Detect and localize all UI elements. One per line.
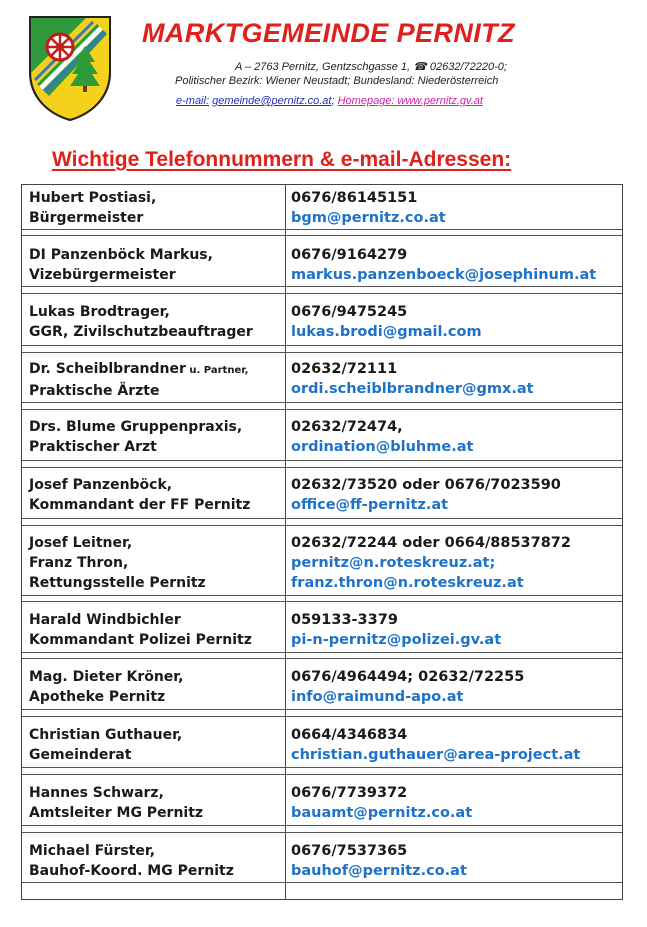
row-separator [22, 518, 622, 519]
contacts-table [21, 184, 623, 900]
contact-role: Franz Thron, [29, 555, 129, 571]
email-link[interactable]: markus.panzenboeck@josephinum.at [291, 267, 597, 283]
contact-name: Drs. Blume Gruppenpraxis, [29, 419, 243, 435]
municipality-title: MARKTGEMEINDE PERNITZ [142, 18, 515, 48]
row-separator [22, 286, 622, 287]
contact-name-cell [29, 667, 281, 707]
row-separator [22, 716, 622, 717]
phone-number: 0676/86145151 [291, 190, 418, 206]
row-separator [22, 235, 622, 236]
address-line: A – 2763 Pernitz, Gentzschgasse 1, ☎ 02632/72220-0; [235, 61, 507, 73]
contact-name: Harald Windbichler [29, 612, 181, 628]
contact-details-cell [291, 302, 621, 342]
contact-name-cell [29, 302, 281, 342]
contact-role: Gemeinderat [29, 747, 132, 763]
contact-name: Hannes Schwarz, [29, 785, 164, 801]
contact-role: Rettungsstelle Pernitz [29, 575, 206, 591]
contact-name-cell [29, 783, 281, 823]
contact-name-cell [29, 245, 281, 285]
contact-details-cell [291, 245, 621, 285]
row-separator [22, 460, 622, 461]
row-separator [22, 293, 622, 294]
contact-name: Dr. Scheiblbrandner u. Partner, [29, 361, 249, 377]
email-link[interactable]: pernitz@n.roteskreuz.at; [291, 555, 496, 571]
contact-name: Lukas Brodtrager, [29, 304, 170, 320]
phone-number: 0676/9475245 [291, 304, 408, 320]
contact-name-cell [29, 188, 281, 228]
contact-details-cell [291, 725, 621, 765]
district-line: Politischer Bezirk: Wiener Neustadt; Bundesland: Niederösterreich [175, 75, 499, 87]
phone-number: 0676/4964494; 02632/72255 [291, 669, 525, 685]
email-link[interactable]: bauamt@pernitz.co.at [291, 805, 473, 821]
row-separator [22, 658, 622, 659]
contact-name: Josef Leitner, [29, 535, 133, 551]
header-contact-line [176, 95, 483, 107]
phone-number: 0676/7739372 [291, 785, 408, 801]
row-separator [22, 229, 622, 230]
email-label: e-mail: [176, 95, 210, 107]
contact-details-cell [291, 533, 621, 593]
separator: ; [331, 95, 335, 107]
contact-role: GGR, Zivilschutzbeauftrager [29, 324, 253, 340]
row-separator [22, 767, 622, 768]
contact-name: Mag. Dieter Kröner, [29, 669, 184, 685]
contact-name-cell [29, 533, 281, 593]
phone-number: 02632/72474, [291, 419, 403, 435]
email-link[interactable]: pi-n-pernitz@polizei.gv.at [291, 632, 502, 648]
contact-role: Vizebürgermeister [29, 267, 176, 283]
contact-name-cell [29, 359, 281, 401]
contact-name: DI Panzenböck Markus, [29, 247, 213, 263]
coat-of-arms [27, 14, 113, 122]
row-separator [22, 709, 622, 710]
email-link[interactable]: christian.guthauer@area-project.at [291, 747, 581, 763]
email-link[interactable]: bgm@pernitz.co.at [291, 210, 446, 226]
phone-number: 0664/4346834 [291, 727, 408, 743]
contact-details-cell [291, 359, 621, 399]
row-separator [22, 402, 622, 403]
contact-name-cell [29, 841, 281, 881]
phone-number: 0676/9164279 [291, 247, 408, 263]
contact-name-cell [29, 475, 281, 515]
contact-role: Praktische Ärzte [29, 383, 160, 399]
contact-details-cell [291, 475, 621, 515]
contact-role: Kommandant Polizei Pernitz [29, 632, 252, 648]
email-link[interactable]: ordi.scheiblbrandner@gmx.at [291, 381, 534, 397]
email-link[interactable]: franz.thron@n.roteskreuz.at [291, 575, 524, 591]
row-separator [22, 832, 622, 833]
row-separator [22, 345, 622, 346]
contact-details-cell [291, 610, 621, 650]
contact-name: Michael Fürster, [29, 843, 156, 859]
contact-name: Christian Guthauer, [29, 727, 183, 743]
email-link[interactable]: info@raimund-apo.at [291, 689, 464, 705]
row-separator [22, 601, 622, 602]
row-separator [22, 595, 622, 596]
contact-details-cell [291, 783, 621, 823]
contact-details-cell [291, 667, 621, 707]
row-separator [22, 525, 622, 526]
email-link[interactable]: lukas.brodi@gmail.com [291, 324, 482, 340]
email-link[interactable]: office@ff-pernitz.at [291, 497, 449, 513]
row-separator [22, 652, 622, 653]
row-separator [22, 882, 622, 883]
contact-role: Bürgermeister [29, 210, 144, 226]
contact-name-cell [29, 610, 281, 650]
row-separator [22, 467, 622, 468]
row-separator [22, 352, 622, 353]
contact-role: Praktischer Arzt [29, 439, 157, 455]
contact-name-cell [29, 725, 281, 765]
email-link[interactable]: bauhof@pernitz.co.at [291, 863, 467, 879]
phone-number: 02632/72111 [291, 361, 398, 377]
contact-name-cell [29, 417, 281, 457]
contact-role: Apotheke Pernitz [29, 689, 166, 705]
contact-role: Amtsleiter MG Pernitz [29, 805, 204, 821]
phone-number: 02632/73520 oder 0676/7023590 [291, 477, 561, 493]
row-separator [22, 825, 622, 826]
homepage-link[interactable]: Homepage: www.pernitz.gv.at [337, 95, 483, 107]
contact-name: Josef Panzenböck, [29, 477, 173, 493]
contact-details-cell [291, 841, 621, 881]
row-separator [22, 409, 622, 410]
contact-details-cell [291, 417, 621, 457]
contact-role: Bauhof-Koord. MG Pernitz [29, 863, 234, 879]
email-link[interactable]: ordination@bluhme.at [291, 439, 474, 455]
section-heading: Wichtige Telefonnummern & e-mail-Adressen: [52, 148, 512, 171]
row-separator [22, 774, 622, 775]
municipality-email-link[interactable]: gemeinde@pernitz.co.at [212, 95, 332, 107]
name-suffix: u. Partner, [185, 365, 249, 376]
contact-role: Kommandant der FF Pernitz [29, 497, 251, 513]
contact-details-cell [291, 188, 621, 228]
phone-number: 059133-3379 [291, 612, 398, 628]
phone-number: 0676/7537365 [291, 843, 408, 859]
phone-number: 02632/72244 oder 0664/88537872 [291, 535, 571, 551]
contact-name: Hubert Postiasi, [29, 190, 157, 206]
